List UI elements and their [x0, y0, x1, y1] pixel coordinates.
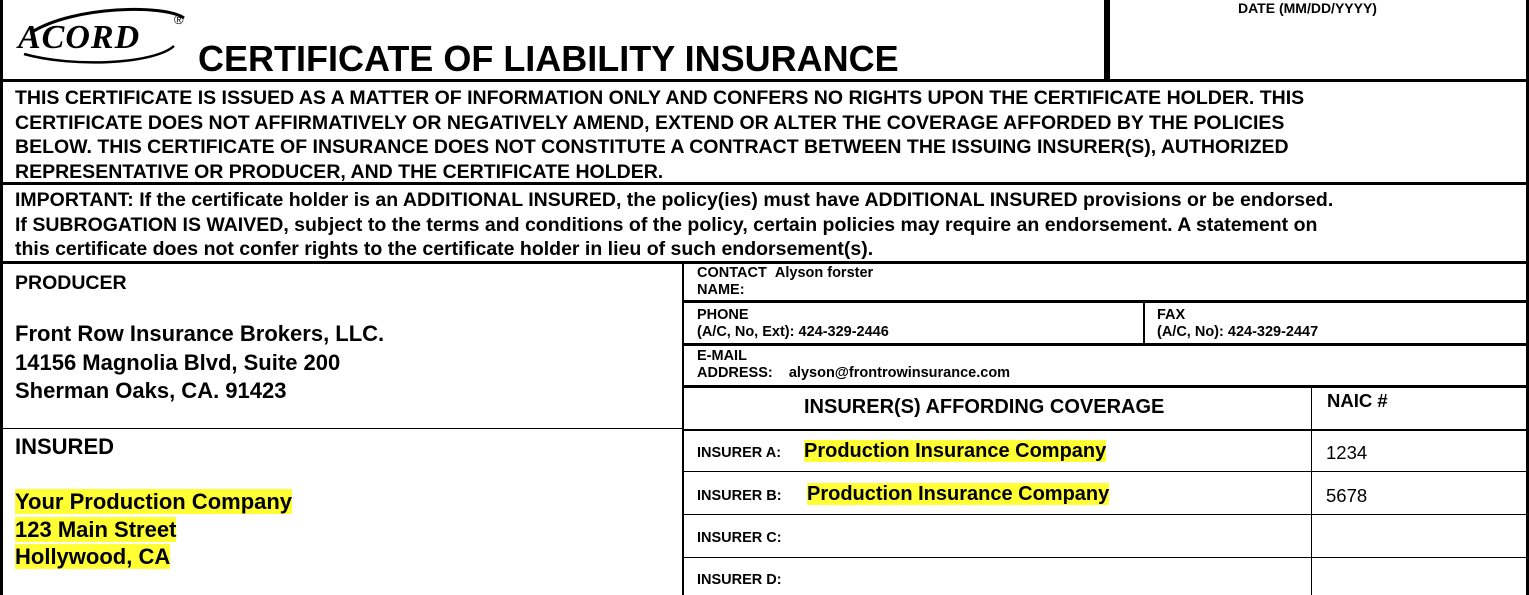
insurer-a-name-text: Production Insurance Company — [804, 440, 1107, 462]
acord-logo-text: ACORD — [18, 19, 141, 56]
insurer-c-label: INSURER C: — [697, 530, 782, 546]
notice-text — [15, 86, 1304, 184]
phone-label: PHONE — [697, 307, 749, 323]
producer-label: PRODUCER — [15, 272, 127, 294]
insured-city: Hollywood, CA — [15, 544, 171, 569]
notice-line: BELOW. THIS CERTIFICATE OF INSURANCE DOES NOT CONSTITUTE A CONTRACT BETWEEN THE ISSUING INSURER(S), AUTHORIZED — [15, 136, 1289, 158]
important-line: If SUBROGATION IS WAIVED, subject to the terms and conditions of the policy, certain policies may require an endorsement. A statement on — [15, 213, 1318, 236]
fax-label: FAX — [1157, 307, 1186, 323]
insured-address — [15, 488, 292, 571]
form-title: CERTIFICATE OF LIABILITY INSURANCE — [198, 38, 899, 79]
insurer-b-name — [807, 483, 1109, 506]
producer-street: 14156 Magnolia Blvd, Suite 200 — [15, 349, 341, 375]
phone-value: 424-329-2446 — [798, 324, 889, 340]
contact-label-2: NAME: — [697, 282, 745, 298]
email-label-2: ADDRESS: — [697, 365, 773, 381]
producer-address — [15, 320, 384, 406]
fax-block — [1157, 307, 1318, 341]
acord-logo — [14, 6, 194, 66]
producer-name: Front Row Insurance Brokers, LLC. — [15, 321, 385, 346]
phone-label-2: (A/C, No, Ext): — [697, 324, 795, 340]
naic-header: NAIC # — [1327, 390, 1388, 411]
insurer-a-naic: 1234 — [1326, 442, 1368, 463]
insurer-d-label: INSURER D: — [697, 572, 782, 588]
fax-label-2: (A/C, No): — [1157, 324, 1224, 340]
insured-street: 123 Main Street — [15, 516, 177, 542]
insured-name: Your Production Company — [15, 489, 293, 514]
insurer-b-label: INSURER B: — [697, 488, 782, 504]
email-block — [697, 348, 1010, 382]
insurers-header: INSURER(S) AFFORDING COVERAGE — [804, 396, 1165, 418]
contact-label: CONTACT — [697, 265, 767, 281]
registered-mark: ® — [174, 12, 184, 27]
producer-city: Sherman Oaks, CA. 91423 — [15, 378, 287, 403]
insured-label: INSURED — [15, 434, 115, 459]
important-text — [15, 188, 1333, 262]
phone-block — [697, 307, 889, 341]
fax-value: 424-329-2447 — [1227, 324, 1319, 340]
notice-line: REPRESENTATIVE OR PRODUCER, AND THE CERTIFICATE HOLDER. — [15, 160, 664, 183]
insurer-b-name-text: Production Insurance Company — [807, 483, 1110, 505]
insurer-a-name — [804, 440, 1106, 463]
important-line: IMPORTANT: If the certificate holder is an ADDITIONAL INSURED, the policy(ies) must have ADDITIONAL INSURED provisions or be endorsed. — [15, 189, 1334, 211]
notice-line: THIS CERTIFICATE IS ISSUED AS A MATTER OF INFORMATION ONLY AND CONFERS NO RIGHTS UPON THE CERTIFICATE HOLDER. THIS — [15, 87, 1305, 109]
important-line: this certificate does not confer rights to the certificate holder in lieu of such endorsement(s). — [15, 238, 874, 260]
contact-block — [697, 265, 873, 299]
notice-line: CERTIFICATE DOES NOT AFFIRMATIVELY OR NEGATIVELY AMEND, EXTEND OR ALTER THE COVERAGE AFFORDED BY THE POLICIES — [15, 111, 1285, 134]
email-value: alyson@frontrowinsurance.com — [788, 365, 1011, 381]
insurer-a-label: INSURER A: — [697, 445, 782, 461]
insurer-b-naic: 5678 — [1326, 485, 1368, 506]
contact-name: Alyson forster — [774, 265, 874, 281]
email-label: E-MAIL — [697, 348, 747, 364]
date-label: DATE (MM/DD/YYYY) — [1238, 0, 1377, 16]
